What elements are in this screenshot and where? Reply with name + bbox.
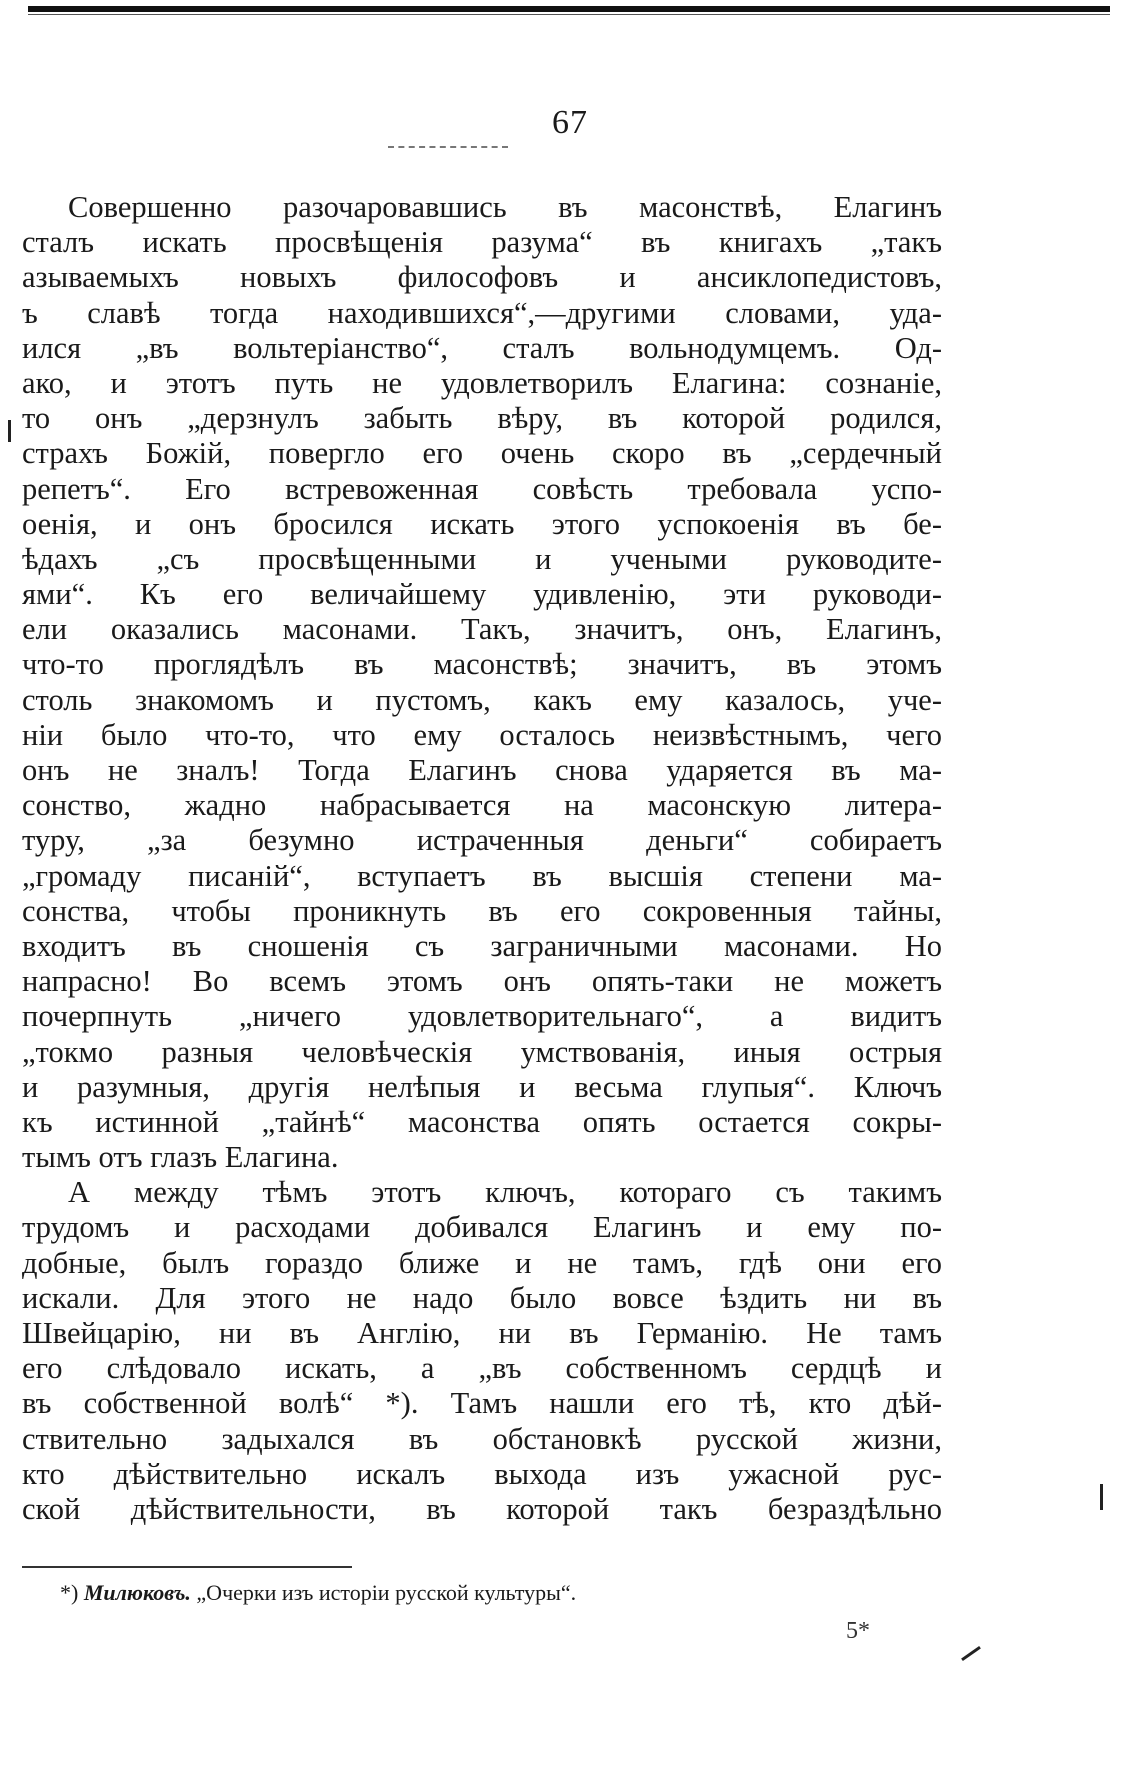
footnote-rule: [22, 1566, 352, 1568]
footnote-marker: *): [60, 1580, 79, 1605]
text-line: оенія, и онъ бросился искать этого успокоенія въ бе-: [22, 506, 942, 541]
text-line: ъ славѣ тогда находившихся“,—другими словами, уда-: [22, 295, 942, 330]
body-text: [22, 190, 942, 1527]
pen-stroke-mark: [961, 1646, 981, 1661]
page-number: 67: [552, 104, 588, 141]
text-line: ако, и этотъ путь не удовлетворилъ Елагина: сознаніе,: [22, 365, 942, 400]
top-border-rule: [28, 6, 1110, 12]
text-line: трудомъ и расходами добивался Елагинъ и ему по-: [22, 1210, 942, 1245]
text-line: сонство, жадно набрасывается на масонскую литера-: [22, 788, 942, 823]
text-line: что-то проглядѣлъ въ масонствѣ; значитъ, въ этомъ: [22, 647, 942, 682]
text-line: репетъ“. Его встревоженная совѣсть требовала успо-: [22, 471, 942, 506]
text-line: азываемыхъ новыхъ философовъ и ансиклопедистовъ,: [22, 260, 942, 295]
text-line: тымъ отъ глазъ Елагина.: [22, 1140, 339, 1175]
text-line: ями“. Къ его величайшему удивленію, эти руководи-: [22, 577, 942, 612]
text-line: онъ не зналъ! Тогда Елагинъ снова ударяется въ ма-: [22, 753, 942, 787]
text-line: ился „въ вольтеріанство“, сталъ вольнодумцемъ. Од-: [22, 330, 942, 365]
text-line: въ собственной волѣ“ *). Тамъ нашли его тѣ, кто дѣй-: [22, 1386, 942, 1421]
text-line: сталъ искать просвѣщенія разума“ въ книгахъ „такъ: [22, 225, 942, 260]
printer-signature-mark: 5*: [846, 1618, 870, 1644]
left-margin-mark: [8, 420, 11, 442]
footnote-text: „Очерки изъ исторіи русской культуры“.: [196, 1580, 577, 1605]
text-line: и разумныя, другія нелѣпыя и весьма глупыя“. Ключъ: [22, 1069, 942, 1104]
text-line: кто дѣйствительно искалъ выхода изъ ужасной рус-: [22, 1456, 942, 1491]
top-border-thin-rule: [28, 14, 1110, 15]
text-line: къ истинной „тайнѣ“ масонства опять остается сокры-: [22, 1104, 942, 1139]
text-line: Швейцарію, ни въ Англію, ни въ Германію. Не тамъ: [22, 1316, 942, 1350]
text-line: напрасно! Во всемъ этомъ онъ опять-таки не можетъ: [22, 964, 942, 999]
text-line: то онъ „дерзнулъ забыть вѣру, въ которой родился,: [22, 401, 942, 436]
text-line: почерпнуть „ничего удовлетворительнаго“, а видитъ: [22, 999, 942, 1034]
text-line: „громаду писаній“, вступаетъ въ высшія степени ма-: [22, 858, 942, 893]
text-line: страхъ Божій, повергло его очень скоро въ „сердечный: [22, 436, 942, 471]
text-line: ніи было что-то, что ему осталось неизвѣстнымъ, чего: [22, 717, 942, 752]
footnote: [60, 1580, 920, 1606]
text-line: сонства, чтобы проникнуть въ его сокровенныя тайны,: [22, 893, 942, 928]
footnote-author: Милюковъ.: [83, 1580, 191, 1605]
text-line: его слѣдовало искать, а „въ собственномъ сердцѣ и: [22, 1351, 942, 1386]
text-line: „токмо разныя человѣческія умствованія, иныя острыя: [22, 1034, 942, 1069]
text-line: А между тѣмъ этотъ ключъ, котораго съ такимъ: [68, 1175, 942, 1210]
text-line: добные, былъ гораздо ближе и не тамъ, гдѣ они его: [22, 1245, 942, 1280]
page-number-ornament: [388, 146, 508, 150]
text-line: столь знакомомъ и пустомъ, какъ ему казалось, уче-: [22, 682, 942, 717]
text-line: ствительно задыхался въ обстановкѣ русской жизни,: [22, 1421, 942, 1456]
text-line: ѣдахъ „съ просвѣщенными и учеными руководите-: [22, 541, 942, 576]
text-line: входитъ въ сношенія съ заграничными масонами. Но: [22, 928, 942, 963]
text-line: ели оказались масонами. Такъ, значитъ, онъ, Елагинъ,: [22, 612, 942, 647]
text-line: искали. Для этого не надо было вовсе ѣздить ни въ: [22, 1280, 942, 1315]
text-line: ской дѣйствительности, въ которой такъ безраздѣльно: [22, 1491, 942, 1526]
right-margin-mark: [1100, 1484, 1103, 1510]
text-line: туру, „за безумно истраченныя деньги“ собираетъ: [22, 823, 942, 858]
text-line: Совершенно разочаровавшись въ масонствѣ, Елагинъ: [68, 190, 942, 224]
